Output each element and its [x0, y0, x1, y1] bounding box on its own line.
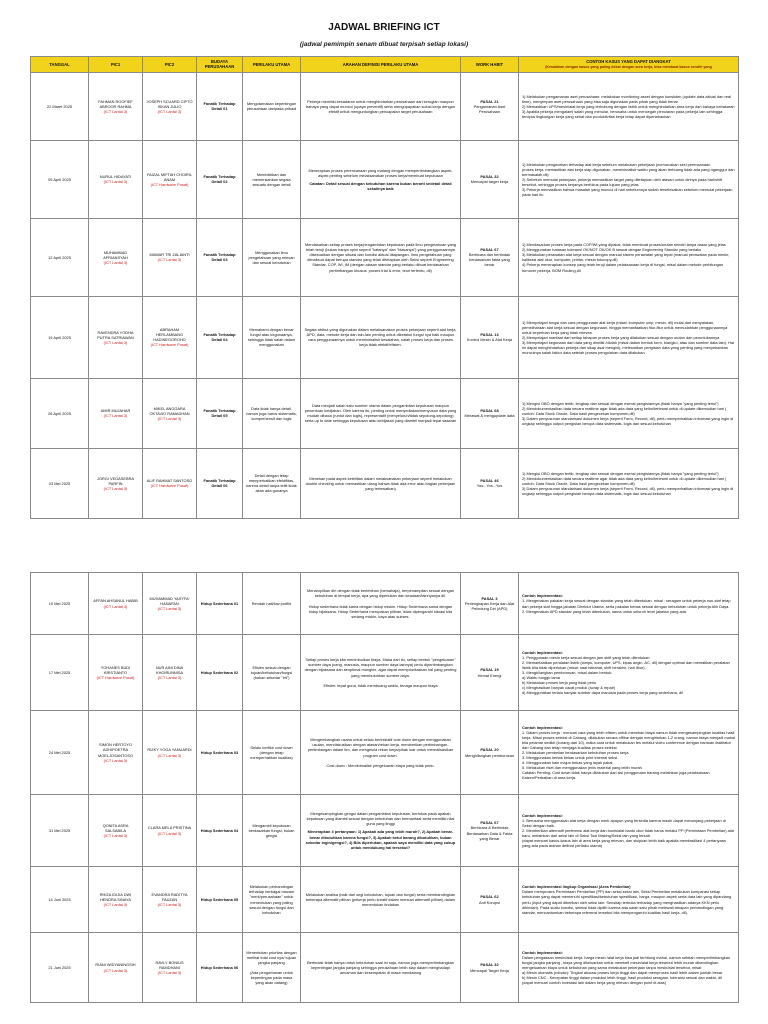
table-row — [31, 635, 739, 711]
table-row — [31, 218, 739, 296]
pic1-name: NURUL HIDAYATI — [99, 174, 132, 180]
table-row — [31, 711, 739, 795]
pic2-location: (ICT Lantai 3) — [157, 970, 182, 976]
work-habit-pasal: PASAL 21 — [480, 98, 499, 104]
col-header-budaya: BUDAYA PERUSAHAAN — [197, 57, 243, 73]
work-habit-cell — [461, 933, 519, 1003]
col-header-arahan: ARAHAN DEFINISI PERILAKU UTAMA — [301, 57, 461, 73]
work-habit-cell — [461, 378, 519, 448]
example-cell — [519, 795, 739, 867]
date-cell: 05 April 2025 — [31, 140, 89, 218]
pic2-cell — [143, 448, 197, 518]
pic2-cell — [143, 378, 197, 448]
budaya-cell: Fanatik Terhadap Detail 01 — [197, 72, 243, 140]
table-row — [31, 448, 739, 518]
pic1-cell — [89, 448, 143, 518]
date-cell: 03 Mei 2025 — [31, 448, 89, 518]
budaya-cell: Hidup Sederhana 01 — [197, 573, 243, 635]
date-cell: 26 April 2025 — [31, 378, 89, 448]
work-habit-cell — [461, 867, 519, 933]
budaya-cell: Hidup Sederhana 06 — [197, 933, 243, 1003]
arahan-text: Bertindak tidak hanya untuk kebutuhan saat ini saja, namun juga mempertimbangkan kepentingan jangka panjang sehingga perusahaan lebih siap dalam menghadapi ancaman dan kesempatan di masa mendatang — [307, 959, 454, 976]
pic1-cell — [89, 72, 143, 140]
example-title: Contoh Implementasi: — [522, 593, 563, 599]
work-habit-cell — [461, 218, 519, 296]
arahan-note: Catatan: Detail sesuai dengan kebutuhan karena bukan berarti sedetail detail sekalinya baik — [309, 180, 452, 191]
perilaku-cell: Efisien sesuai dengan tujuan/kebutuhan/fungsi (bukan sekedar "irit") — [243, 635, 301, 711]
pic2-location: (ICT Lantai 3) — [157, 108, 182, 114]
example-text: 1. Dalam proses kerja : mencari cara yang lebih efisien untuk menekan biaya namun tidak mengesampingkan kualitas hasil kerja. Misal proses seleksi di Cabang, dilakukan secara offline dengan mengirimkan 1-2 orang, namun biaya menjadi mahal bila pelamar sedikit (kurang dari 10), maka cara untuk melakukan tes melalui video conference dengan bantuan fasilitator dari Cabang dan tetap menjaga kualitas proses seleksi. 2. Melakukan pembelian berdasarkan kebutuhan proses kerja. 3. Menggunakan kertas bekas untuk print internal seksi. 4. Menggunakan kain majun bekas yang layak pakai. 5. Melakukan riset dan menggunakan jenis material yang lebih murah. Catatan Penting: Cost down tidak hanya dilakukan dari sisi penggunaan barang melainkan juga pelaksanaan Kaizen/Perbaikan di area kerja. — [522, 729, 735, 781]
pic2-location: (ICT Lantai 3) — [157, 257, 182, 263]
perilaku-cell: Selalu berfikir cost down (dengan tetap memperhatikan kualitas) — [243, 711, 301, 795]
arahan-text: Menerapkan proses perencanaan yang matang dengan mempertimbangkan aspek-aspek penting sebelum melaksanakan proses kerja/membuat keputusan — [308, 167, 453, 178]
work-habit-desc: Berbicara & Bertindak Berdasarkan Data & Fakta yang Benar — [466, 825, 513, 841]
pic2-cell — [143, 296, 197, 378]
pic1-name: RAVENDRA YODHA PUTRA SATRIAWAN — [97, 329, 134, 340]
document-title: JADWAL BRIEFING ICT — [328, 22, 440, 33]
pic1-cell — [89, 711, 143, 795]
work-habit-pasal: PASAL 19 — [480, 667, 499, 673]
example-cell — [519, 573, 739, 635]
arahan-cell — [301, 218, 461, 296]
pic1-name: YOHANES BUDI KRISTIANTO — [100, 664, 131, 675]
date-cell: 14 Juni 2025 — [31, 867, 89, 933]
perilaku-cell: Melakukan perbandingan terhadap berbagai macam "merk/perusahaan" untuk menentukan yang paling sesuai dengan fungsi dan kebutuhan — [243, 867, 301, 933]
pic2-name: MIKEL ANGGARA OKTAVIO RAMADHAN — [149, 405, 190, 416]
arahan-text: Mendasarkan setiap proses kerja/pengambilan keputusan pada ilmu pengetahuan yang telah teruji (bukan hanya opini seperti "katanya" dan "biasanya") yang penggunaannya disesuaikan dengan situasi dan kondisi aktual dilapangan. Ilmu pengetahuan yang dimaksud dapat berupa standar yang telah ditetapkan oleh Seksi seperti Engineering Standar, COP, WI, IM (dengan alasan standar yang berlaku dibuat berdasarkan pertimbangan khusus: proses trial & error, teori tertentu, dll) — [305, 242, 456, 273]
pic2-location: (ICT Lantai 3) — [157, 606, 182, 612]
pic2-cell — [143, 711, 197, 795]
work-habit-cell — [461, 140, 519, 218]
pic1-location: (ICT Lantai 3) — [103, 967, 128, 973]
example-text: 1. Berusaha menggunakan alat kerja dengan merk apapun yang tersedia karena masih dapat menunjang pekerjaan di Seksi dengan baik. 2. Memberikan alternatif preferensi alat kerja dan bunis/alat bantu ukur tidak harus melalui PP (Permintaan Pembelian) alat baru, melainkan dari seksi lain di Seksi Tool Making/Seksi lain yang terkait. (dapat mencari kasus-kasus lain di area kerja yang relevan, dan sisipkan lebih baik apabila memfasilitasi 4 pertanyaan yang ada pada arahan definisi perilaku utama) — [522, 817, 734, 849]
pic2-name: FAIZAL MIFTAH CHOIRIL ANAM — [147, 171, 192, 182]
perilaku-cell: Menggunakan ilmu pengetahuan yang relevan dan sesuai kebutuhan — [243, 218, 301, 296]
table-row — [31, 867, 739, 933]
pic1-location: (ICT Lantai 3) — [103, 833, 128, 839]
pic2-cell — [143, 795, 197, 867]
pic2-name: MAWAR TRI ZALIANTI — [149, 252, 190, 258]
work-habit-pasal: PASAL 46 — [480, 478, 499, 484]
pic2-name: ALIF RAHMAT SANTOSO — [146, 478, 193, 484]
arahan-cell — [301, 573, 461, 635]
work-habit-desc: Mencapai target kerja — [470, 179, 509, 185]
arahan-cell — [301, 296, 461, 378]
pic1-location: (ICT Lantai 3) — [103, 413, 128, 419]
example-cell — [519, 711, 739, 795]
pic2-name: JOSEPH SCUARD CIPTO ISKAN JULIO — [146, 98, 193, 109]
work-habit-pasal: PASAL 3 — [481, 595, 498, 601]
date-cell: 24 Mei 2025 — [31, 711, 89, 795]
col-header-tanggal: TANGGAL — [31, 57, 89, 73]
example-cell — [519, 140, 739, 218]
date-cell: 12 April 2025 — [31, 218, 89, 296]
table-row — [31, 296, 739, 378]
work-habit-desc: Perlengkapan Kerja dan Alat Pelindung Diri (APD) — [464, 600, 515, 612]
example-title: Contoh Implementasi: — [522, 949, 563, 955]
work-habit-pasal: PASAL 67 — [480, 820, 499, 826]
schedule-table-page-2 — [30, 572, 738, 1003]
date-cell: 19 April 2025 — [31, 296, 89, 378]
arahan-cell — [301, 711, 461, 795]
arahan-cell — [301, 635, 461, 711]
pic1-location: (ICT Lantai 3) — [103, 603, 128, 609]
date-cell: 17 Mei 2025 — [31, 635, 89, 711]
example-text: 1. Penggunaan mesin kerja sesuai dengan jam shift yang telah ditentukan. 2. Memanfaatkan peralatan listrik (lampu, komputer, UPS, kipas angin, AC, dll) dengan optimal dan mematikan peralatan listrik bila tidak diperlukan (misal: saat istirahat, shift berakhir, hari libur). 3. Menghilangkan pemborosan, misal dalam bentuk: a) Waktu tunggu lama b) Melakukan proses kerja yang tidak perlu c) Menghasilkan banyak cacat produk (scrap & repair) d) Menggunakan terlalu banyak sumber daya manusia pada proses kerja yang sederhana, dll — [522, 654, 730, 696]
date-cell: 10 Mei 2025 — [31, 573, 89, 635]
arahan-text: Pekerja memiliki kesadaran untuk menghindarkan perusahaan dari kerugian maupun bahaya yang dapat muncul (upaya preventif) serta mengupayakan solusi kerja dengan efektif untuk menguntungkan pencapaian target perusahaan — [305, 98, 456, 114]
pic1-cell — [89, 296, 143, 378]
example-cell — [519, 635, 739, 711]
pic1-cell — [89, 140, 143, 218]
pic2-location: (ICT Lantai 3) — [157, 752, 182, 758]
example-text: 1) Mengisi OBO dengan tertib, lengkap dan sesuai dengan esensi pengisiannya (tidak hanya "yang penting terisi") 2) Mendokumentasikan data secara realtime agar tidak ada data yang keliru/terlewat untuk di update dikemudian hari ( contoh: Data Stock Oracle, Data hasil pengecekan komponen,dll) 3) Dalam penyusunan standarisasi dokumen kerja (seperti Form, Record, dll), perlu memperhatikan informasi yang ingin di ungkap sehingga output pengisian berupa data sistematis, logis dan sesuai kebutuhan — [522, 470, 734, 497]
table-row — [31, 795, 739, 867]
pic1-cell — [89, 867, 143, 933]
pic1-cell — [89, 933, 143, 1003]
table-row — [31, 933, 739, 1003]
work-habit-desc: Menghilangkan pemborosan — [464, 752, 515, 758]
table-row — [31, 140, 739, 218]
arahan-cell — [301, 378, 461, 448]
table-row — [31, 72, 739, 140]
example-cell — [519, 933, 739, 1003]
work-habit-desc: Mencapai Target Kerja — [470, 967, 509, 973]
perilaku-cell: Mengambil keputusan berdasarkan fungsi, bukan gengsi — [243, 795, 301, 867]
budaya-cell: Hidup Sederhana 03 — [197, 711, 243, 795]
example-cell — [519, 867, 739, 933]
date-cell: 31 Mei 2025 — [31, 795, 89, 867]
work-habit-desc: Pengamanan Aset Perusahaan — [473, 103, 506, 114]
pic2-location: (ICT Lantai 3) — [157, 675, 182, 681]
pic1-location: (ICT Lantai 3) — [103, 485, 128, 491]
pic1-location: (ICT Lantai 3) — [103, 339, 128, 345]
example-title: Contoh Implementasi lingkup Organisasi (Area Pembelian) — [522, 884, 631, 890]
pic2-cell — [143, 867, 197, 933]
arahan-cell — [301, 72, 461, 140]
pic2-name: RIZKY YOGA YANUARDI — [147, 747, 192, 753]
document-subtitle: (jadwal pemimpin senam dibuat terpisah setiap lokasi) — [299, 41, 469, 48]
pic2-name: ABRAHAM HERLAMBANG HADINEGOROHO — [153, 327, 186, 343]
example-cell — [519, 72, 739, 140]
table-row — [31, 573, 739, 635]
arahan-text: Menekan pada aspek ketelitian dalam melaksanakan pekerjaan seperti melakukan double checking untuk memastikan ulang bahwa tidak ada error atau bagian pekerjaan yang terlewatkan) — [305, 475, 456, 491]
date-cell: 22 Maret 2025 — [31, 72, 89, 140]
pic2-cell — [143, 573, 197, 635]
work-habit-cell — [461, 711, 519, 795]
perilaku-cell: Detail dengan tetap memperhatikan efektifitas, karena detail tanpa teliti tidak akan ada gunanya — [243, 448, 301, 518]
col-header-contoh — [519, 57, 739, 73]
arahan-text: Data menjadi salah satu sumber utama dalam pengambilan keputusan maupun penentuan kebijakan. Oleh karena itu, penting untuk menyediakan/menyusun data yang mudah dibaca (runtut dan logis), representatif (menyeluruh/tidak sepotong-sepotong) serta up to date sehingga keputusan atau kebijakan yang diambil menjadi tepat sasaran — [304, 403, 457, 424]
example-title: Contoh Implementasi: — [522, 812, 563, 818]
example-text: Dalam memproses Permintaan Pembelian (PP) dan seksi-seksi lain, Seksi Pembelian melakukan komparasi setiap kebutuhan yang dapat memenuhi spesifikasi/kebutuhan spesifikasi, harga, maupun aspek serta data lain yang dipandang perlu (input yang dapat diberikan oleh seksi lain: Sensitap terbuka terhadap yang menghasilkan adanya KKN perlu dihindari). Pada suatu kondisi, seleksi tidak dipilih karena ada salah satu pihak melewati tahapan perbandingan yang standar, mencantumkan beberapa referensi tersebut bila mempengaruhi kualitas hasil kerja, dll). — [522, 889, 732, 915]
work-habit-desc: Kontrol Mesin & Alat Kerja — [466, 337, 513, 343]
schedule-table-page-1 — [30, 56, 738, 519]
perilaku-cell: Menentukan prioritas dengan melihat total cost nya/ tujuan jangka panjang (Ada pengorbanan untuk kepentingan pada masa yang akan datang) — [243, 933, 301, 1003]
perilaku-cell: Membiktikan dan memersiankan segala sesuatu dengan detail — [243, 140, 301, 218]
work-habit-desc: Berbicara dan bertindak berdasarkan fakta yang benar — [468, 252, 511, 268]
pic2-location: (ICT Lantai 3) — [157, 830, 182, 836]
pic2-name: CLARA MELA PRISTINA — [147, 825, 192, 831]
work-habit-pasal: PASAL 32 — [480, 962, 499, 968]
pic2-cell — [143, 933, 197, 1003]
budaya-cell: Hidup Sederhana 04 — [197, 795, 243, 867]
col-header-perilaku: PERILAKU UTAMA — [243, 57, 301, 73]
arahan-cell — [301, 140, 461, 218]
work-habit-pasal: PASAL 20 — [480, 747, 499, 753]
pic2-location: (ICT Hardware Pusat) — [150, 342, 189, 348]
work-habit-cell — [461, 296, 519, 378]
work-habit-pasal: PASAL 67 — [480, 247, 499, 253]
example-cell — [519, 296, 739, 378]
pic1-name: RHIZA IDIJIA DWI HENDRA SINAYA — [99, 891, 132, 902]
date-cell: 21 Juni 2025 — [31, 933, 89, 1003]
work-habit-desc: Anti Korupsi — [479, 899, 500, 905]
pic1-name: AMIR MUJAHAR — [100, 408, 131, 414]
pic2-location: (ICT Lantai 3) — [157, 415, 182, 421]
pic1-cell — [89, 573, 143, 635]
work-habit-cell — [461, 573, 519, 635]
example-title: Contoh Implementasi: — [522, 724, 563, 730]
work-habit-pasal: PASAL 68 — [480, 408, 499, 414]
col-header-contoh-sub: (Kesalahan dengan kasus yang paling dekat dengan area kerja, bisa membuat kasus sendiri yang — [545, 64, 712, 69]
example-text: 1. Mengenakan pakaian kerja sesuai dengan standar yang telah ditentukan, misal : seragam untuk pekerja non-staf tetap dan pekerja staf hingga jabatan Direktur Utama, serta pakaian bebas sesuai dengan kebutuhan untuk pekerja Alih Daya. 2. Mengenakan APD standar yang telah ditentukan, sama untuk seluruh level jabatan yang ada. — [522, 598, 731, 614]
schedule-table — [30, 572, 739, 1003]
pic2-location: (ICT Lantai 3) — [157, 902, 182, 908]
pic1-location: (ICT Lantai 3) — [103, 757, 128, 763]
pic2-name: EVANDRA RADITYA FAUZAN — [151, 891, 188, 902]
col-header-pic2: PIC2 — [143, 57, 197, 73]
arahan-text: Segala atribut yang digunakan dalam melaksanakan proses pekerjaan seperti alat kerja, APD, data, metode kerja dan lain-lain penting untuk diketahui fungsi nya baik maupun cara penggunaannya untuk meminimalisir kesalahan, salah proses kerja dan proses kerja tidak efektif/efisien. — [304, 327, 457, 348]
arahan-text: Mengesampingkan gengsi dalam pengambilan keputusan, berfokus pada apakah keputusan yang diambil sesuai dengan kebutuhan dan bermanfaat serta memiliki nilai guna yang tinggi — [306, 811, 455, 827]
schedule-table — [30, 56, 739, 519]
arahan-cell — [301, 933, 461, 1003]
pic1-name: FAHMAN ROOFIEF ABROOR RAHMA — [98, 98, 133, 109]
pic2-location: (ICT Hardware Pusat) — [150, 181, 189, 187]
arahan-text: Mengembangkan usaha untuk selalu berinisiatif cost down dengan menggunakan usulan, mendiskusikan dengan atasan/rekan kerja, memberikan pertimbangan-pertimbangan dalam tim, dan mengelola rekan kerja/pihak luar untuk merealisasikan program cost down. Cost down : Meminimalisir pengeluaran biaya yang tidak perlu. — [307, 737, 454, 768]
pic1-name: QONITA ASRA SALSABILA — [102, 822, 129, 833]
budaya-cell: Fanatik Terhadap Detail 02 — [197, 140, 243, 218]
work-habit-desc: Merawat & mengupdate data — [464, 413, 515, 419]
arahan-text: Melakukan analisa (baik dari segi kebutuhan, tujuan dan fungsi) serta membandingkan beberapa alternatif pilihan (pekerja perlu kreatif dalam mencari alternatif pilihan) dalam menentukan tindakan — [305, 891, 456, 908]
budaya-cell: Fanatik Terhadap Detail 04 — [197, 296, 243, 378]
example-text: Dalam pengadaan mesin/alat kerja, harga mesin /alat kerja bisa jadi terhitung mahal, namun setelah mempertimbangkan fungsi jangka panjang , biaya yang dikeluarkan untuk membeli mesin/alat kerja tersebut lebih murah dibandingkan mengeluarkan biaya untuk kebutuhan yang sama melakukan pekerjaan tanpa mesin/alat tersebut, misal: a) Mesin otomatis (robotic): Tingkat akurasi proses kerja tinggi dan dapat memproses hasil lebih dalam jumlah besar b) Mesin CNC : Kecepatan tinggi dalam produksi lebih tinggi, hasil produksi seragam, toleransi sesuai dan waktu, dll (dapat mencari contoh investasi lain dalam kerja yang relevan dengan point di atas) — [522, 954, 731, 986]
budaya-cell: Fanatik Terhadap Detail 05 — [197, 378, 243, 448]
arahan-text: Setiap proses kerja kita menimbulkan biaya. Maka dari itu, setiap bentuk "pengeluaran" sumber daya (uang, manusia, maupun sumber daya lainnya) perlu dipertimbangkan dengan bijaksana dan seoptimal mungkin, agar dapat memprioritaskan hal yang penting yang membutuhkan sumber daya. Efisien: tepat guna, tidak membuang waktu, tenaga maupun biaya — [304, 657, 457, 688]
col-header-pic1: PIC1 — [89, 57, 143, 73]
budaya-cell: Hidup Sederhana 02 — [197, 635, 243, 711]
pic1-name: MUHAMMAD AFRIANSYAH — [103, 249, 128, 260]
example-text: 1) Melakukan pengecekan terhadap alat kerja sebelum melakukan pekerjaan (menuruskan sesi perencanaan proses kerja, memastikan alat kerja siap digunakan, meminimalisir waktu yang akan terbuang tidak ada yang nganggur dan bermasalah,dll) 2) Sebelum memulai pekerjaan, pekerja memastikan target yang ditetapkan oleh atasan untuk dirinya pada hari/shift tersebut, sehingga proses kerjanya berfokus pada tujuan yang jelas 3) Pekerja memastikan bahwa masalah yang muncul di hari sebelumnya sudah terselesaikan sebelum memulai pekerjaan pada hari itu — [522, 161, 735, 198]
budaya-cell: Fanatik Terhadap Detail 03 — [197, 218, 243, 296]
pic2-location: (ICT Hardware Pusat) — [150, 483, 189, 489]
example-cell — [519, 448, 739, 518]
work-habit-cell — [461, 448, 519, 518]
budaya-cell: Hidup Sederhana 05 — [197, 867, 243, 933]
work-habit-pasal: PASAL 13 — [480, 332, 499, 338]
pic1-cell — [89, 635, 143, 711]
pic2-cell — [143, 140, 197, 218]
work-habit-desc: Yos...Yos...Yos — [476, 483, 503, 489]
work-habit-cell — [461, 795, 519, 867]
pic1-location: (ICT Lantai 3) — [103, 902, 128, 908]
pic2-cell — [143, 218, 197, 296]
arahan-text: Menampilkan diri dengan tidak berlebihan (bersahaja), berpenampilan sesuai dengan kebutuhan di tempat kerja, apa yang diperlukan dan keadaan/lainnyanya dll. Hidup sederhana tidak sama dengan hidup miskin. Hidup Sederhana sama dengan hidup bijaksana. Hidup Sederhana merupakan pilihan, tidak dipengaruhi situasi kita sedang miskin, kaya atau sukses. — [306, 588, 455, 619]
pic1-location: (ICT Lantai 3) — [103, 108, 128, 114]
pic1-name: RIANI WIDYANINGSIH — [95, 962, 136, 968]
pic2-name: MUHAMMAD YASYFA' HANAFAN — [149, 595, 190, 606]
perilaku-cell: Memahami dengan benar fungsi atau kegunaanya, sehingga tidak salah dalam menggunakan — [243, 296, 301, 378]
pic1-location: (ICT Hardware Pusat) — [96, 675, 135, 681]
example-title: Contoh Implementasi: — [522, 649, 563, 655]
work-habit-cell — [461, 635, 519, 711]
col-header-workhabit: WORK HABIT — [461, 57, 519, 73]
budaya-cell: Fanatik Terhadap Detail 06 — [197, 448, 243, 518]
example-text: 1) Mengisi OBO dengan tertib, lengkap dan sesuai dengan esensi pengisiannya (tidak hanya "yang penting terisi") 2) Mendokumentasikan data secara realtime agar tidak ada data yang keliru/terlewat untuk di update dikemudian hari ( contoh: Data Stock Oracle, Data hasil pengecekan komponen,dll) 3) Dalam penyusunan standarisasi dokumen kerja (seperti Form, Record, dll), perlu memperhatikan informasi yang ingin di ungkap sehingga output pengisian berupa data sistematis, logis dan sesuai kebutuhan — [522, 400, 734, 427]
perilaku-cell: Data tidak hanya detail, namun juga harus sistematis, komprehensif dan logis — [243, 378, 301, 448]
pic1-location: (ICT Lantai 3) — [103, 259, 128, 265]
arahan-note: Menerapkan 4 pertanyaan: 1) Apakah ada yang lebih murah?, 2) Apakah benar-benar dibutuhkan karena fungsi?, 3) Apakah betul barang dibutuhkan, bukan sekedar ingin/gengsi?, 4) Bila diperlukan, apakah saya memiliki data yang cukup untuk mendukung hal tersebut? — [305, 829, 456, 850]
pic2-name: RAVLY BONIUS RAMDHANI — [155, 959, 184, 970]
work-habit-pasal: PASAL 32 — [480, 174, 499, 180]
pic1-name: SIMON HERTOYO ADHIPOETRA MOELJOSANTOSO — [98, 742, 133, 758]
pic1-cell — [89, 218, 143, 296]
work-habit-pasal: PASAL 62 — [480, 894, 499, 900]
pic2-cell — [143, 635, 197, 711]
pic2-cell — [143, 72, 197, 140]
pic1-name: JORGI VEGASEBRA PARFIN — [97, 475, 134, 486]
work-habit-cell — [461, 72, 519, 140]
arahan-cell — [301, 448, 461, 518]
pic1-name: AFFAN AHSANUL HABIB — [93, 598, 138, 604]
example-text: 1) Mendasarkan proses kerja pada COP/WI yang dipakai, tidak membuat proses/urutan sendiri tanpa dasar yang jelas 2) Menggunakan batasan toleransi OK/NOT OK/OK B sesuai dengan Engineering Standar yang berlaku 3) Melakukan perawatan alat kerja sesuai dengan manual sistem perawatan yang tepat (manual perawatan pada mesin; kalibrasi alat ukur, komputer, printer, mesin fotocopy,dll) 4) Pekerja menerapkan konsep yang telah teruji dalam pelaksanaan kerja di fungsi, misal dalam metode perhitungan turnover pekerja, BOM Routing,dll — [522, 242, 730, 273]
perilaku-cell: Mengutamakan kepentingan perusahaan daripada pribadi — [243, 72, 301, 140]
arahan-cell — [301, 867, 461, 933]
pic1-cell — [89, 378, 143, 448]
example-text: 1) Melakukan pengamanan aset perusahaan: melakukan monitoring asset dengan konsisten (update data aktual dan real time), menyimpan aset perusahaan yang bisa saja digunakan pada pihak yang tidak benar 2) Memastikan UPS/mesin/alat kerja yang terhubung dengan listrik untuk menghindarkan area kerja dari bahaya kebakaran 3) Apabila pekerja mengalami salah yang menular, berusaha untuk mencegah penularan pada pekerja lain sehingga tercipta lingkungan kerja yang sehat dan produktivitas kerja tetap dapat dipertahankan — [522, 93, 735, 120]
example-text: 1) Mempelajari fungsi dan cara penggunaan alat kerja (misal: komputer unip, mesin, dll) mulai dari menyalakan, pemeliharaan alat kerja sesuai dengan kegunaan, hingga memanfaatkan fitur-fitur untuk memudahkan penggunaannya untuk keperluan kerja yang tidak relevan 2) Mempelajari manfaat dari setiap tahapan proses kerja yang dilakukan sesuai dengan urutan dan peruntukannya 3) Mempelajari kegunaan dari data yang dimiliki /diolah (misal dalam bentuk form, blangko, atau dan sumber data lain). Hal ini dapat menghindarkan pekerja dari sikap asal mengisi), melewatkan pengisian data yang penting yang menyebabkan munculnya salah faktor data setelah proses pengolahan data dilakukan — [522, 319, 734, 356]
example-cell — [519, 218, 739, 296]
col-header-contoh-title: CONTOH KASUS YANG DAPAT DIANGKAT — [586, 59, 671, 65]
arahan-cell — [301, 795, 461, 867]
pic1-cell — [89, 795, 143, 867]
example-cell — [519, 378, 739, 448]
pic1-location: (ICT Lantai 3) — [103, 179, 128, 185]
pic2-name: NUR AINI DINA KHOIRUNNISA — [155, 664, 184, 675]
perilaku-cell: Rendah hati/low profile — [243, 573, 301, 635]
table-row — [31, 378, 739, 448]
work-habit-desc: Hemat Energi — [477, 672, 502, 678]
